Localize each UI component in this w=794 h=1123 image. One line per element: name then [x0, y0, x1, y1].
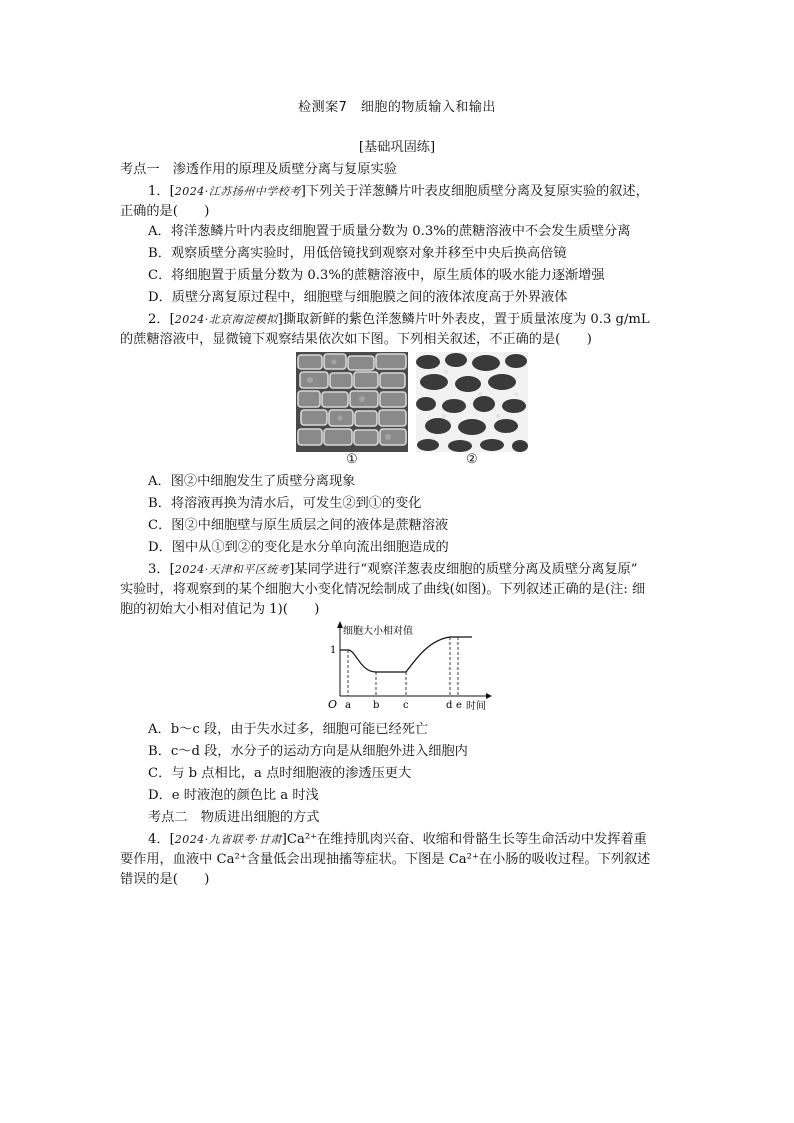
micrograph-1 [296, 352, 408, 452]
q4-text1: ]Ca²⁺在维持肌肉兴奋、收缩和骨骼生长等生命活动中发挥着重 [281, 832, 647, 847]
q4-stem-line2: 要作用，血液中 Ca²⁺含量低会出现抽搐等症状。下图是 Ca²⁺在小肠的吸收过程。下列叙述 [120, 852, 651, 867]
q3-option-a: A．b～c 段，由于失水过多，细胞可能已经死亡 [148, 722, 429, 737]
section-heading: [基础巩固练] [358, 140, 436, 155]
q3-option-c: C．与 b 点相比，a 点时细胞液的渗透压更大 [148, 766, 412, 781]
q1-source: 2024·江苏扬州中学校考 [174, 185, 301, 198]
q1-stem-line1 [148, 182, 680, 202]
graph-origin: O [328, 698, 338, 711]
q2-option-b: B．将溶液再换为清水后，可发生②到①的变化 [148, 496, 422, 511]
tick-a: a [345, 700, 351, 711]
q3-option-b: B．c～d 段，水分子的运动方向是从细胞外进入细胞内 [148, 744, 468, 759]
x-axis-arrow [486, 693, 492, 699]
topic-heading-1: 考点一 渗透作用的原理及质壁分离与复原实验 [120, 162, 397, 177]
q1-stem-line2: 正确的是( ) [120, 204, 210, 219]
q3-stem-line1 [148, 560, 680, 580]
tick-e: e [456, 700, 462, 711]
q3-stem-line3: 胞的初始大小相对值记为 1)( ) [120, 602, 320, 617]
q2-option-c: C．图②中细胞壁与原生质层之间的液体是蔗糖溶液 [148, 518, 449, 533]
page-title: 检测案7 细胞的物质输入和输出 [298, 100, 496, 115]
tick-b: b [373, 700, 380, 711]
q3-option-d: D．e 时液泡的颜色比 a 时浅 [148, 788, 319, 803]
q4-number: 4．[ [148, 832, 175, 847]
q1-number: 1．[ [148, 184, 175, 199]
q4-source: 2024·九省联考·甘肃 [174, 833, 282, 846]
q2-number: 2．[ [148, 312, 175, 327]
micrograph-2-label: ② [466, 452, 478, 467]
tick-d: d [446, 700, 453, 711]
q3-source: 2024·天津和平区统考 [174, 563, 290, 576]
q4-stem-line1 [148, 830, 680, 850]
micrograph-1-label: ① [346, 452, 358, 467]
q4-stem-line3: 错误的是( ) [120, 872, 210, 887]
tick-c: c [403, 700, 409, 711]
q3-text1: ]某同学进行“观察洋葱表皮细胞的质壁分离及质壁分离复原” [289, 562, 638, 577]
topic-heading-2: 考点二 物质进出细胞的方式 [148, 810, 320, 825]
cell-size-curve [340, 637, 472, 672]
q2-option-a: A．图②中细胞发生了质壁分离现象 [148, 474, 356, 489]
cell-size-graph [326, 620, 496, 714]
graph-one: 1 [330, 645, 337, 656]
q1-option-b: B．观察质壁分离实验时，用低倍镜找到观察对象并移至中央后换高倍镜 [148, 246, 567, 261]
q1-text1: ]下列关于洋葱鳞片叶表皮细胞质壁分离及复原实验的叙述， [300, 184, 649, 199]
q2-source: 2024·北京海淀模拟 [174, 313, 278, 326]
q1-option-d: D．质壁分离复原过程中，细胞壁与细胞膜之间的液体浓度高于外界液体 [148, 290, 568, 305]
q2-text1: ]撕取新鲜的紫色洋葱鳞片叶外表皮，置于质量浓度为 0.3 g/mL [277, 312, 650, 327]
graph-xlabel: 时间 [466, 701, 486, 712]
q3-number: 3．[ [148, 562, 175, 577]
graph-ylabel: 细胞大小相对值 [343, 626, 413, 637]
q2-option-d: D．图中从①到②的变化是水分单向流出细胞造成的 [148, 540, 449, 555]
q1-option-c: C．将细胞置于质量分数为 0.3%的蔗糖溶液中，原生质体的吸水能力逐渐增强 [148, 268, 605, 283]
q2-stem-line1 [148, 310, 680, 330]
micrograph-2 [416, 352, 528, 452]
q1-option-a: A．将洋葱鳞片叶内表皮细胞置于质量分数为 0.3%的蔗糖溶液中不会发生质壁分离 [148, 224, 631, 239]
q2-stem-line2: 的蔗糖溶液中，显微镜下观察结果依次如下图。下列相关叙述，不正确的是( ) [120, 332, 592, 347]
q3-stem-line2: 实验时，将观察到的某个细胞大小变化情况绘制成了曲线(如图)。下列叙述正确的是(注: 细 [120, 582, 646, 597]
